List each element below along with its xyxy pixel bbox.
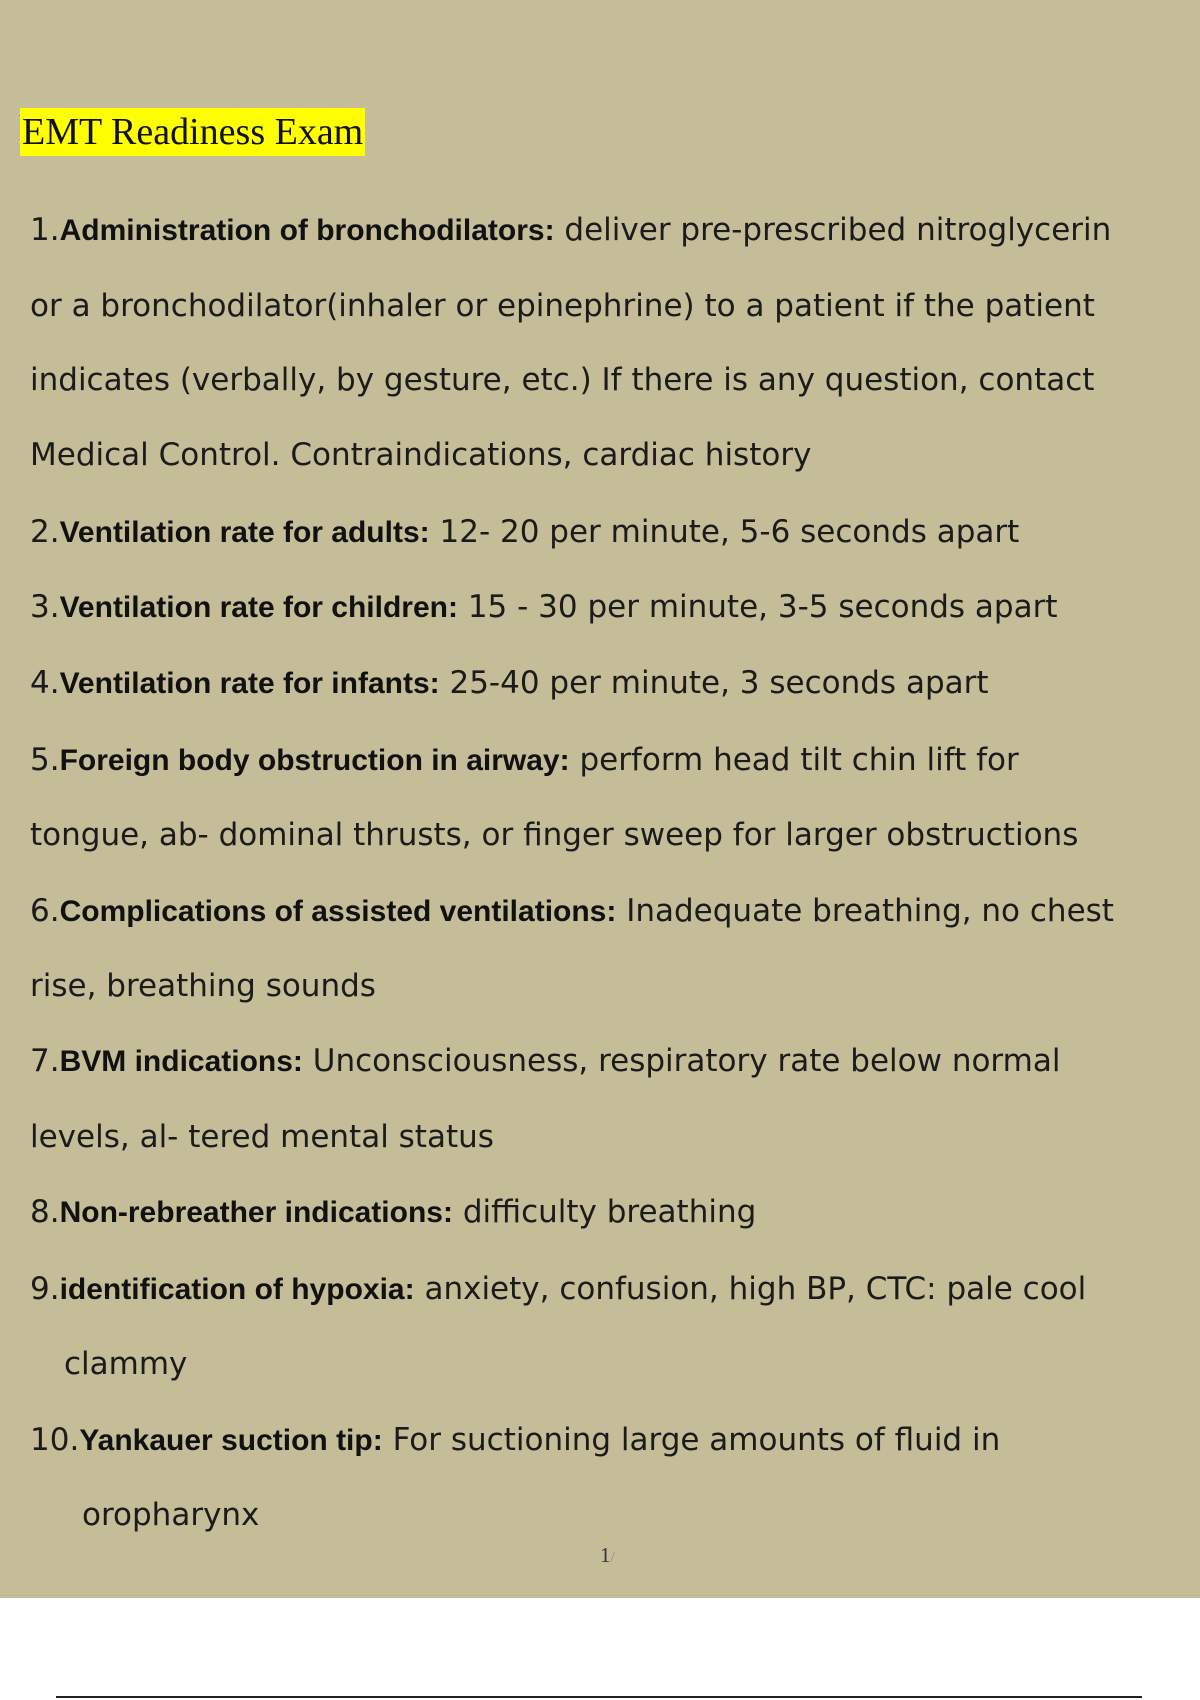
item-definition: Unconsciousness, respiratory rate below normal (302, 1043, 1061, 1079)
item-line (30, 1041, 1060, 1081)
item-definition: or a bronchodilator(inhaler or epinephrine) to a patient if the patient (30, 288, 1095, 324)
item-definition: levels, al- tered mental status (30, 1119, 494, 1155)
item-line (30, 435, 811, 475)
item-line (30, 587, 1058, 627)
item-line (30, 891, 1114, 931)
item-definition: rise, breathing sounds (30, 968, 376, 1004)
item-definition: Inadequate breathing, no chest (616, 893, 1114, 929)
item-line (30, 210, 1111, 250)
item-number: 6. (30, 893, 60, 929)
item-line (30, 1192, 756, 1232)
page-number-value: 1 (600, 1543, 611, 1567)
item-number: 4. (30, 665, 60, 701)
item-definition: oropharynx (82, 1497, 260, 1533)
item-term: identification of hypoxia: (59, 1273, 415, 1306)
page-number-separator: / (610, 1549, 615, 1566)
item-line (30, 815, 1078, 855)
item-number: 9. (30, 1271, 60, 1307)
item-line (30, 966, 376, 1006)
item-term: BVM indications: (59, 1045, 303, 1078)
item-term: Yankauer suction tip: (79, 1424, 383, 1457)
item-definition: 12- 20 per minute, 5-6 seconds apart (429, 514, 1020, 550)
item-line (30, 1420, 1000, 1460)
item-line (30, 512, 1019, 552)
item-number: 5. (30, 742, 60, 778)
item-definition: tongue, ab- dominal thrusts, or finger sweep for larger obstructions (30, 817, 1079, 853)
page-number (600, 1543, 615, 1568)
item-line (30, 286, 1095, 326)
item-definition: For suctioning large amounts of fluid in (382, 1422, 1001, 1458)
item-definition: 25-40 per minute, 3 seconds apart (439, 665, 989, 701)
item-number: 2. (30, 514, 60, 550)
item-line (64, 1344, 187, 1384)
item-definition: anxiety, confusion, high BP, CTC: pale cool (414, 1271, 1087, 1307)
item-number: 10. (30, 1422, 80, 1458)
item-term: Administration of bronchodilators: (59, 214, 555, 247)
item-definition: perform head tilt chin lift for (569, 742, 1019, 778)
item-term: Ventilation rate for infants: (59, 667, 440, 700)
item-definition: indicates (verbally, by gesture, etc.) If there is any question, contact (30, 362, 1095, 398)
footer-divider (56, 1696, 1142, 1698)
item-number: 8. (30, 1194, 60, 1230)
item-definition: 15 - 30 per minute, 3-5 seconds apart (457, 589, 1058, 625)
item-term: Foreign body obstruction in airway: (59, 744, 570, 777)
item-number: 1. (30, 212, 60, 248)
item-line (30, 740, 1019, 780)
item-line (82, 1495, 259, 1535)
item-line (30, 1269, 1086, 1309)
item-term: Complications of assisted ventilations: (59, 895, 617, 928)
item-definition: difficulty breathing (452, 1194, 757, 1230)
item-definition: Medical Control. Contraindications, cardiac history (30, 437, 812, 473)
item-term: Ventilation rate for children: (59, 591, 458, 624)
item-line (30, 663, 989, 703)
item-number: 7. (30, 1043, 60, 1079)
item-line (30, 1117, 494, 1157)
item-definition: clammy (64, 1346, 188, 1382)
item-line (30, 360, 1094, 400)
item-term: Ventilation rate for adults: (59, 516, 430, 549)
document-title: EMT Readiness Exam (20, 108, 365, 156)
item-definition: deliver pre-prescribed nitroglycerin (554, 212, 1112, 248)
item-number: 3. (30, 589, 60, 625)
item-term: Non-rebreather indications: (59, 1196, 453, 1229)
